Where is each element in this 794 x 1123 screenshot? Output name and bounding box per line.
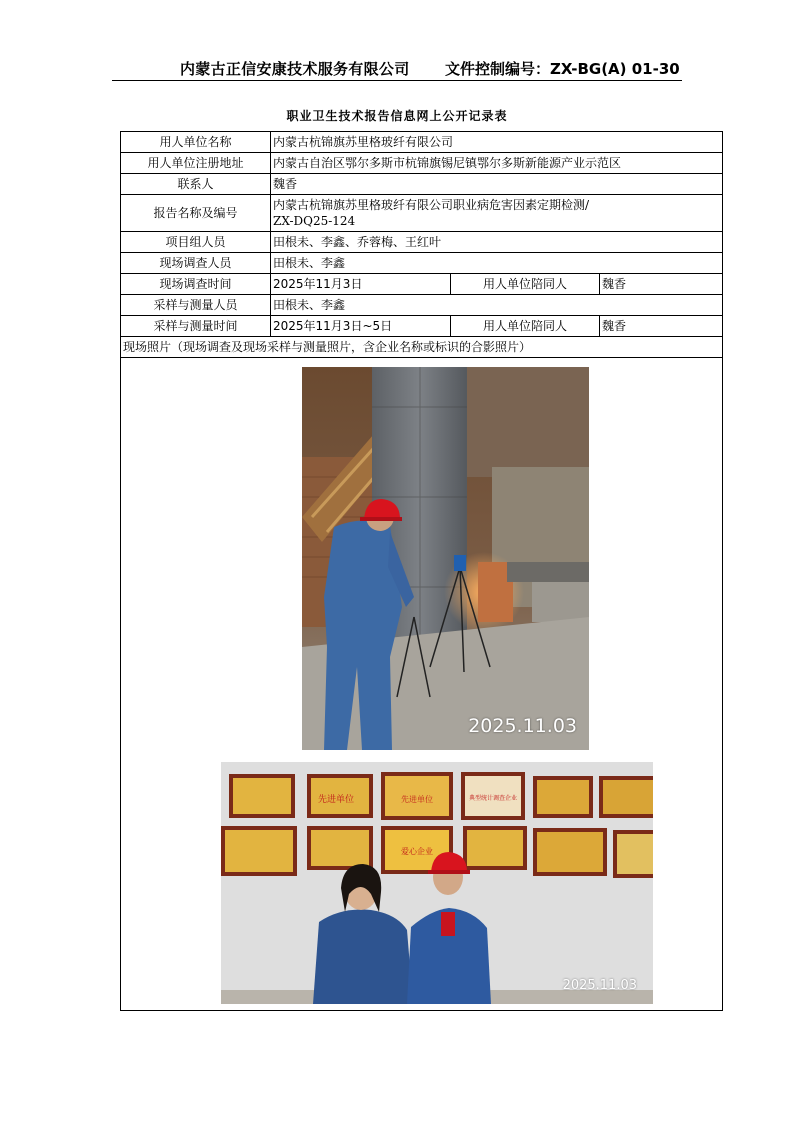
sampling-time-value: 2025年11月3日~5日 <box>271 316 451 337</box>
plaque-text: 典型统计调查企业 <box>468 795 518 802</box>
table-row <box>121 358 723 1011</box>
table-row <box>121 337 723 358</box>
team-value: 田根未、李鑫、乔蓉梅、王红叶 <box>271 232 723 253</box>
unit-name-label: 用人单位名称 <box>121 132 271 153</box>
site-sampling-photo <box>302 367 589 750</box>
disclosure-record-table <box>120 131 723 1011</box>
plaque-text: 先进单位 <box>401 795 433 804</box>
table-row <box>121 253 723 274</box>
report-number: ZX-DQ25-124 <box>273 214 356 228</box>
sampling-escort-value: 魏香 <box>600 316 723 337</box>
survey-time-value: 2025年11月3日 <box>271 274 451 295</box>
group-photo-illustration <box>221 762 653 1004</box>
group-photo <box>221 762 653 1004</box>
photo-date-stamp: 2025.11.03 <box>562 978 637 993</box>
page-header <box>112 58 682 81</box>
unit-name-value: 内蒙古杭锦旗苏里格玻纤有限公司 <box>271 132 723 153</box>
unit-address-label: 用人单位注册地址 <box>121 153 271 174</box>
plaque-text: 爱心企业 <box>401 847 433 856</box>
photos-cell <box>121 358 723 1011</box>
table-row <box>121 132 723 153</box>
header-company-name: 内蒙古正信安康技术服务有限公司 <box>180 60 410 78</box>
sampling-staff-value: 田根未、李鑫 <box>271 295 723 316</box>
photo-date-stamp: 2025.11.03 <box>468 715 577 737</box>
survey-escort-value: 魏香 <box>600 274 723 295</box>
table-row <box>121 316 723 337</box>
contact-label: 联系人 <box>121 174 271 195</box>
report-name: 内蒙古杭锦旗苏里格玻纤有限公司职业病危害因素定期检测/ <box>273 198 590 212</box>
survey-escort-label: 用人单位陪同人 <box>451 274 600 295</box>
team-label: 项目组人员 <box>121 232 271 253</box>
table-row <box>121 153 723 174</box>
table-row <box>121 232 723 253</box>
site-sampling-illustration <box>302 367 589 750</box>
photos-caption: 现场照片（现场调查及现场采样与测量照片，含企业名称或标识的合影照片） <box>121 337 723 358</box>
report-value <box>271 195 723 232</box>
survey-time-label: 现场调查时间 <box>121 274 271 295</box>
survey-staff-value: 田根未、李鑫 <box>271 253 723 274</box>
report-label: 报告名称及编号 <box>121 195 271 232</box>
sampling-escort-label: 用人单位陪同人 <box>451 316 600 337</box>
unit-address-value: 内蒙古自治区鄂尔多斯市杭锦旗锡尼镇鄂尔多斯新能源产业示范区 <box>271 153 723 174</box>
table-row <box>121 274 723 295</box>
table-row <box>121 195 723 232</box>
document-title: 职业卫生技术报告信息网上公开记录表 <box>286 109 508 123</box>
plaque-text: 先进单位 <box>317 795 355 805</box>
header-doc-control-number: 文件控制编号：ZX-BG(A) 01-30 <box>445 60 680 78</box>
contact-value: 魏香 <box>271 174 723 195</box>
sampling-staff-label: 采样与测量人员 <box>121 295 271 316</box>
table-row <box>121 295 723 316</box>
sampling-time-label: 采样与测量时间 <box>121 316 271 337</box>
table-row <box>121 174 723 195</box>
survey-staff-label: 现场调查人员 <box>121 253 271 274</box>
